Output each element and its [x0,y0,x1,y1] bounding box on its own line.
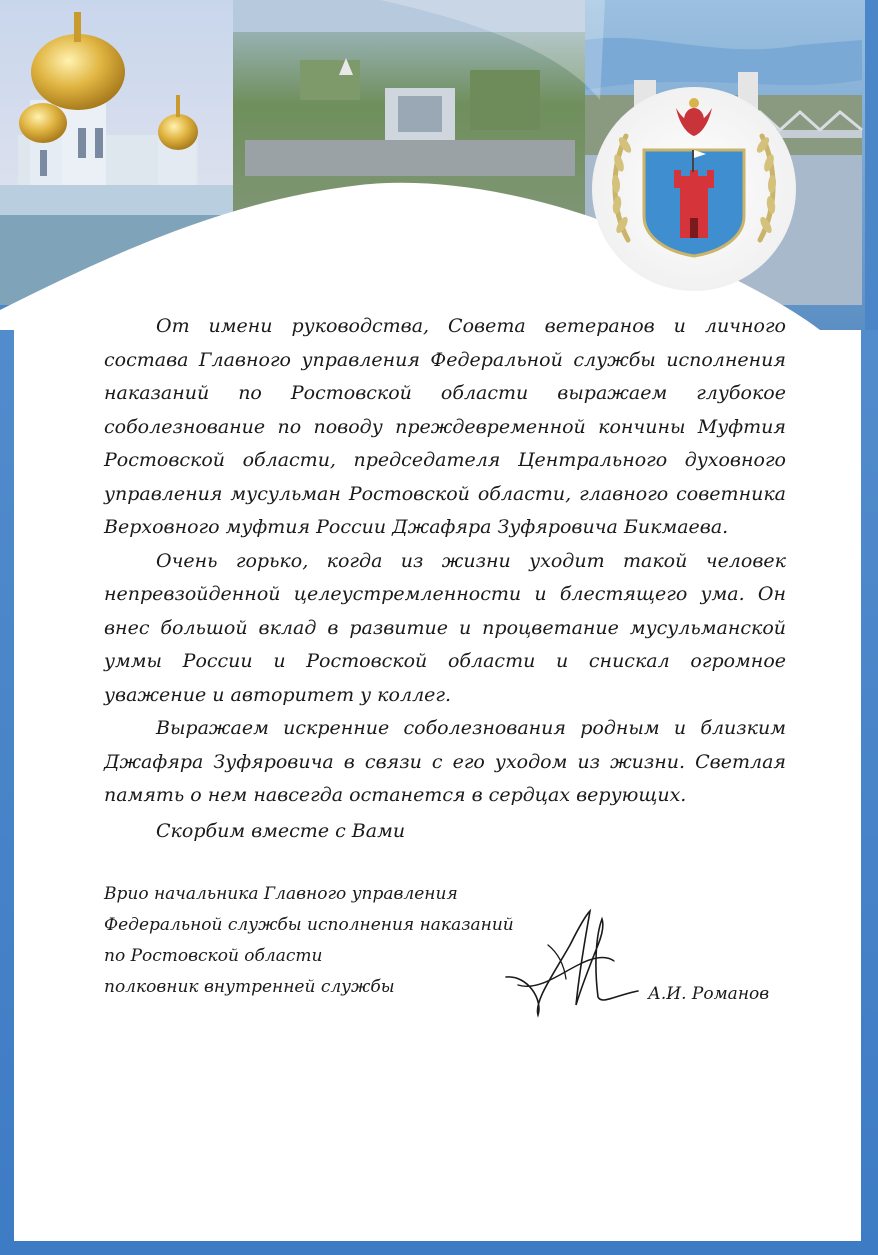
signatory-position [104,879,514,1003]
paragraph-2: Очень горько, когда из жизни уходит такой человек непревзойденной целеустремленности и блестящего ума. Он внес большой вклад в развитие и процветание мусульманской уммы России и Ростовской области и снискал огромное уважение и авторитет у коллег. [104,549,786,706]
paragraph-3: Выражаем искренние соболезнования родным и близким Джафяра Зуфяровича в связи с его уходом из жизни. Светлая память о нем навсегда останется в сердцах верующих. [104,717,786,806]
emblem-image [592,87,796,291]
city-collage-image [0,0,878,330]
handwritten-signature [498,905,643,1025]
position-line: Врио начальника Главного управления [104,884,458,904]
header-banner [0,0,878,330]
position-line: по Ростовской области [104,946,323,966]
paragraph-1: От имени руководства, Совета ветеранов и личного состава Главного управления Федеральной службы исполнения наказаний по Ростовской области выражаем глубокое соболезнование по поводу преждевременной кончины Муфтия Ростовской области, председателя Центрального духовного управления мусульман Ростовской области, главного советника Верховного муфтия России Джафяра Зуфяровича Бикмаева. [104,315,786,538]
closing-line: Скорбим вместе с Вами [156,820,406,842]
letter-body [104,310,786,813]
signatory-name: А.И. Романов [648,984,770,1004]
position-line: полковник внутренней службы [104,977,395,997]
position-line: Федеральной службы исполнения наказаний [104,915,514,935]
